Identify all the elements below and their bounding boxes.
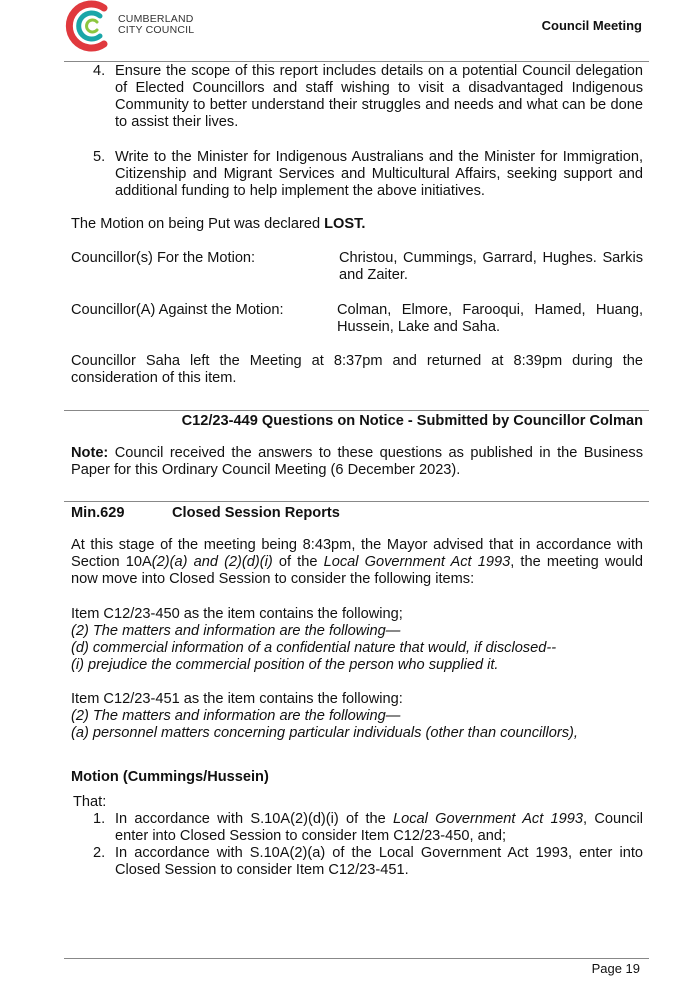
intro-text: , the meeting would now move into Closed Session to consider the following items: — [71, 554, 644, 587]
section-rule — [64, 410, 649, 411]
motion-heading: Motion (Cummings/Hussein) — [71, 769, 269, 785]
item-451-line: Item C12/23-451 as the item contains the following: — [71, 691, 403, 707]
list-item — [115, 811, 643, 845]
note-text: Council received the answers to these questions as published in the Business Paper for this Ordinary Council Meeting (6 December 2023). — [71, 445, 643, 478]
motion-that: That: — [73, 794, 107, 810]
item-450-line: (i) prejudice the commercial position of the person who supplied it. — [71, 657, 499, 673]
item-449-note — [71, 445, 643, 479]
item-449-heading: C12/23-449 Questions on Notice - Submitted by Councillor Colman — [181, 413, 643, 429]
closed-session-intro — [71, 537, 643, 588]
logo-line1: CUMBERLAND — [118, 13, 194, 25]
page-number: Page 19 — [591, 961, 640, 976]
list-item-number: 1. — [93, 811, 106, 827]
section-rule — [64, 501, 649, 502]
council-logo — [64, 0, 114, 52]
item-451-line: (a) personnel matters concerning particular individuals (other than councillors), — [71, 725, 578, 741]
list-item-number: 2. — [93, 845, 106, 861]
footer-rule — [64, 958, 649, 959]
minute-number: Min.629 — [71, 505, 125, 521]
intro-act: Local Government Act 1993 — [323, 554, 511, 570]
item-450-line: (d) commercial information of a confidential nature that would, if disclosed-- — [71, 640, 557, 656]
header-title: Council Meeting — [541, 18, 642, 33]
motion-result — [71, 216, 365, 233]
list-item: In accordance with S.10A(2)(a) of the Local Government Act 1993, enter into Closed Session to consider Item C12/23-451. — [115, 845, 643, 878]
list-item: Ensure the scope of this report includes details on a potential Council delegation of Elected Councillors and staff wishing to visit a disadvantaged Indigenous Community to better understand their struggles and needs and what can be done to assist their lives. — [115, 63, 643, 130]
item-450-block — [71, 606, 556, 674]
intro-sections: (2)(a) and (2)(d)(i) — [151, 554, 273, 570]
list-item-number: 5. — [93, 149, 106, 165]
for-names: Christou, Cummings, Garrard, Hughes. Sarkis and Zaiter. — [339, 250, 643, 283]
intro-text: of the — [272, 554, 324, 570]
item-451-line: (2) The matters and information are the following— — [71, 708, 401, 724]
item-act: Local Government Act 1993 — [393, 811, 584, 827]
list-item: Write to the Minister for Indigenous Australians and the Minister for Immigration, Citizenship and Migrant Services and Multicultural Affairs, seeking support and additional funding to help implement the above initiatives. — [115, 149, 643, 199]
item-451-block — [71, 691, 578, 742]
intro-text: At this stage of the meeting being 8:43pm, the Mayor advised that in accordance with Section 10A — [71, 537, 643, 570]
minute-title: Closed Session Reports — [172, 505, 340, 521]
result-outcome: LOST. — [324, 216, 366, 232]
item-text: , Council enter into Closed Session to consider Item C12/23-450, and; — [115, 811, 644, 844]
saha-note: Councillor Saha left the Meeting at 8:37pm and returned at 8:39pm during the consideration of this item. — [71, 353, 643, 386]
item-450-line: (2) The matters and information are the following— — [71, 623, 401, 639]
note-label: Note: — [71, 445, 109, 461]
result-prefix: The Motion on being Put was declared — [71, 216, 325, 232]
logo-line2: CITY COUNCIL — [118, 24, 195, 36]
for-label: Councillor(s) For the Motion: — [71, 250, 256, 266]
item-text: In accordance with S.10A(2)(d)(i) of the — [115, 811, 394, 827]
item-450-line: Item C12/23-450 as the item contains the following; — [71, 606, 403, 622]
against-label: Councillor(A) Against the Motion: — [71, 302, 284, 318]
logo-text — [118, 14, 194, 36]
against-names: Colman, Elmore, Farooqui, Hamed, Huang, Hussein, Lake and Saha. — [337, 302, 643, 335]
list-item-number: 4. — [93, 63, 106, 79]
header-rule — [64, 61, 649, 62]
logo-mark-icon — [64, 0, 114, 52]
